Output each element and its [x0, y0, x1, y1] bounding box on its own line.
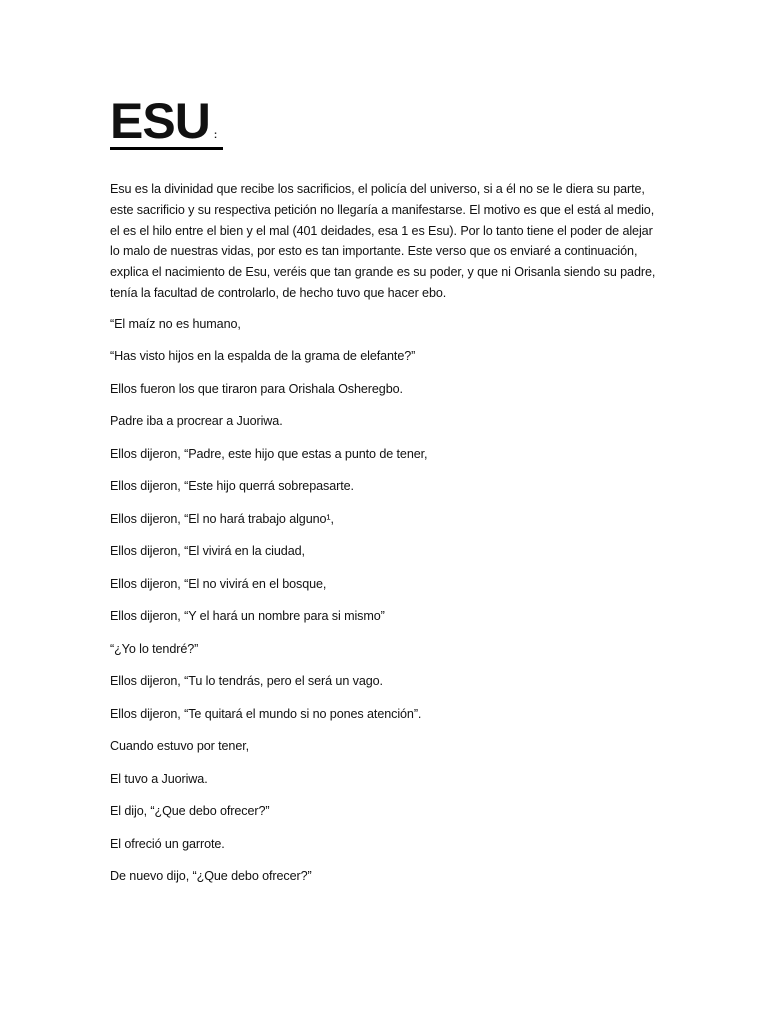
- document-title: ESU: [110, 93, 210, 149]
- verse-line: El tuvo a Juoriwa.: [110, 771, 208, 786]
- verse-line: Ellos dijeron, “Y el hará un nombre para si mismo”: [110, 609, 385, 624]
- verse-line: Ellos dijeron, “Padre, este hijo que estas a punto de tener,: [110, 446, 428, 461]
- verse-line: Ellos dijeron, “El no hará trabajo alguno¹,: [110, 511, 334, 526]
- verse-line: Cuando estuvo por tener,: [110, 739, 250, 754]
- verse-lines: [110, 316, 660, 885]
- document-heading: [110, 93, 223, 150]
- verse-line: Ellos fueron los que tiraron para Orishala Osheregbo.: [110, 381, 403, 396]
- verse-line: El dijo, “¿Que debo ofrecer?”: [110, 804, 270, 819]
- intro-paragraph: Esu es la divinidad que recibe los sacrificios, el policía del universo, si a él no se le diera su parte, este sacrificio y su respectiva petición no llegaría a manifestarse. El motivo es que el está al medio, el es el hilo entre el bien y el mal (401 deidades, esa 1 es Esu). Por lo tanto tiene el poder de alejar lo malo de nuestras vidas, por esto es tan importante. Este verso que os enviaré a continuación, explica el nacimiento de Esu, veréis que tan grande es su poder, y que ni Orisanla siendo su padre, tenía la facultad de controlarlo, de hecho tuvo que hacer ebo.: [110, 182, 656, 300]
- verse-line: Padre iba a procrear a Juoriwa.: [110, 414, 283, 429]
- verse-line: Ellos dijeron, “Tu lo tendrás, pero el será un vago.: [110, 674, 383, 689]
- title-colon: :: [213, 130, 218, 141]
- document-page: [110, 93, 660, 901]
- verse-line: De nuevo dijo, “¿Que debo ofrecer?”: [110, 869, 312, 884]
- verse-line: “El maíz no es humano,: [110, 316, 241, 331]
- verse-line: “Has visto hijos en la espalda de la grama de elefante?”: [110, 349, 416, 364]
- verse-line: Ellos dijeron, “El vivirá en la ciudad,: [110, 544, 305, 559]
- verse-line: El ofreció un garrote.: [110, 836, 225, 851]
- verse-line: Ellos dijeron, “El no vivirá en el bosque,: [110, 576, 327, 591]
- verse-line: “¿Yo lo tendré?”: [110, 641, 199, 656]
- verse-line: Ellos dijeron, “Este hijo querrá sobrepasarte.: [110, 479, 354, 494]
- verse-line: Ellos dijeron, “Te quitará el mundo si no pones atención”.: [110, 706, 422, 721]
